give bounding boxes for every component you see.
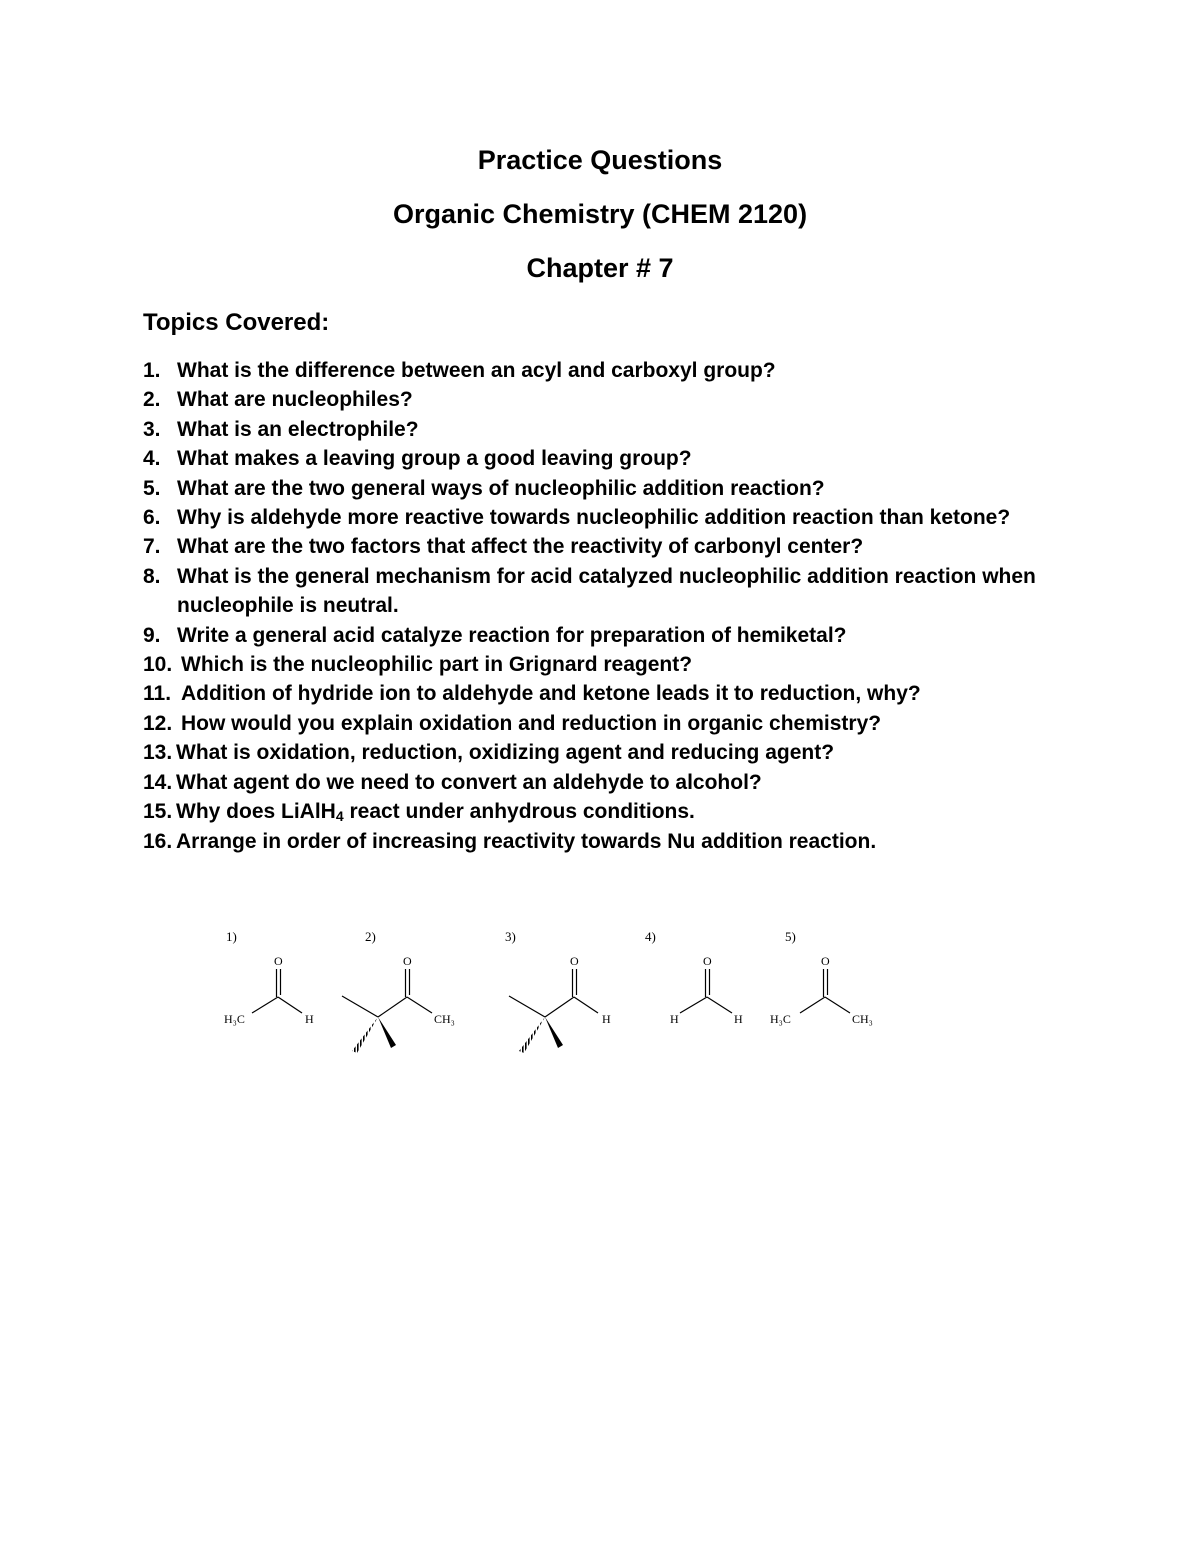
question-text: Arrange in order of increasing reactivity towards Nu addition reaction. bbox=[176, 829, 877, 853]
structure-acetone bbox=[770, 929, 873, 1026]
question-item bbox=[143, 827, 1043, 856]
subscript-four: 4 bbox=[335, 808, 344, 825]
question-item bbox=[143, 621, 1043, 650]
topics-heading: Topics Covered: bbox=[143, 309, 330, 336]
methyl-group: H₃C bbox=[770, 1012, 791, 1026]
question-text: What agent do we need to convert an aldehyde to alcohol? bbox=[176, 770, 762, 794]
structure-acetaldehyde bbox=[224, 929, 314, 1026]
structure-label: 4) bbox=[645, 929, 656, 944]
question-number: 8. bbox=[143, 564, 161, 588]
question-item bbox=[143, 768, 1043, 797]
oxygen-atom: O bbox=[570, 954, 579, 968]
oxygen-atom: O bbox=[821, 954, 830, 968]
question-number: 9. bbox=[143, 623, 161, 647]
question-text-part: react under anhydrous conditions. bbox=[343, 800, 695, 824]
question-text: What is the general mechanism for acid catalyzed nucleophilic addition reaction when nucleophile is neutral. bbox=[177, 564, 1036, 618]
structure-label: 2) bbox=[365, 929, 376, 944]
structure-label: 3) bbox=[505, 929, 516, 944]
question-number: 3. bbox=[143, 417, 161, 441]
question-number: 5. bbox=[143, 476, 161, 500]
question-number: 4. bbox=[143, 447, 161, 471]
hydrogen-atom: H bbox=[305, 1012, 314, 1026]
oxygen-atom: O bbox=[403, 954, 412, 968]
question-number: 16. bbox=[143, 829, 173, 853]
question-text: Write a general acid catalyze reaction for preparation of hemiketal? bbox=[177, 623, 847, 647]
question-text: Why is aldehyde more reactive towards nucleophilic addition reaction than ketone? bbox=[177, 506, 1011, 530]
question-item bbox=[143, 444, 1043, 473]
structure-pivalaldehyde bbox=[505, 929, 611, 1053]
hydrogen-atom: H bbox=[670, 1012, 679, 1026]
structure-label: 1) bbox=[226, 929, 237, 944]
question-item bbox=[143, 650, 1043, 679]
question-item bbox=[143, 532, 1043, 561]
chapter-heading: Chapter # 7 bbox=[526, 253, 674, 283]
oxygen-atom: O bbox=[274, 954, 283, 968]
question-item bbox=[143, 474, 1043, 503]
question-text: What is the difference between an acyl and carboxyl group? bbox=[177, 359, 776, 382]
question-text-part: Why does LiAlH bbox=[176, 800, 336, 824]
oxygen-atom: O bbox=[703, 954, 712, 968]
question-text: Addition of hydride ion to aldehyde and ketone leads it to reduction, why? bbox=[181, 682, 921, 706]
question-number: 13. bbox=[143, 741, 173, 765]
question-number: 15. bbox=[143, 800, 173, 824]
question-item bbox=[143, 709, 1043, 738]
hydrogen-atom: H bbox=[734, 1012, 743, 1026]
question-number: 1. bbox=[143, 359, 161, 382]
question-item bbox=[143, 679, 1043, 708]
question-text: What is an electrophile? bbox=[177, 417, 419, 441]
question-text: What are nucleophiles? bbox=[177, 388, 413, 412]
methyl-group: CH₃ bbox=[852, 1012, 873, 1026]
question-number: 12. bbox=[143, 711, 173, 735]
question-number: 2. bbox=[143, 388, 161, 412]
question-item bbox=[143, 503, 1043, 532]
question-text: What makes a leaving group a good leaving group? bbox=[177, 447, 692, 471]
hydrogen-atom: H bbox=[602, 1012, 611, 1026]
question-item bbox=[143, 738, 1043, 767]
question-item bbox=[143, 385, 1043, 414]
question-item bbox=[143, 415, 1043, 444]
question-item bbox=[143, 356, 1043, 385]
question-text bbox=[176, 797, 1043, 826]
structure-label: 5) bbox=[785, 929, 796, 944]
question-item bbox=[143, 562, 1043, 621]
question-text: Which is the nucleophilic part in Grignard reagent? bbox=[181, 653, 693, 677]
methyl-group: H₃C bbox=[224, 1012, 245, 1026]
question-item bbox=[143, 797, 1043, 826]
carbonyl-structures bbox=[210, 915, 910, 1065]
methyl-group: CH₃ bbox=[434, 1012, 455, 1026]
question-number: 10. bbox=[143, 653, 173, 677]
question-number: 6. bbox=[143, 506, 161, 530]
question-text: What are the two general ways of nucleophilic addition reaction? bbox=[177, 476, 825, 500]
question-text: How would you explain oxidation and reduction in organic chemistry? bbox=[181, 711, 882, 735]
question-number: 11. bbox=[143, 682, 172, 706]
structure-formaldehyde bbox=[645, 929, 743, 1026]
question-text: What are the two factors that affect the reactivity of carbonyl center? bbox=[177, 535, 864, 559]
structure-pinacolone bbox=[342, 929, 455, 1053]
course-title: Organic Chemistry (CHEM 2120) bbox=[392, 199, 808, 229]
structures-drawing bbox=[210, 915, 910, 1065]
question-number: 14. bbox=[143, 770, 173, 794]
question-text: What is oxidation, reduction, oxidizing agent and reducing agent? bbox=[176, 741, 835, 765]
question-number: 7. bbox=[143, 535, 161, 559]
questions-list bbox=[143, 356, 1043, 856]
page-title: Practice Questions bbox=[477, 145, 723, 175]
